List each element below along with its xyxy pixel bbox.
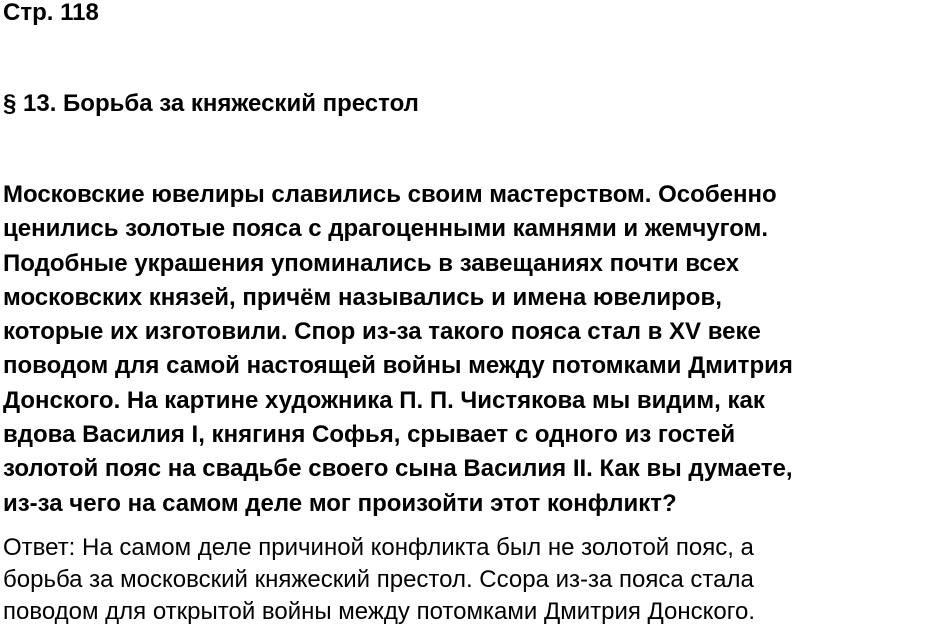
question-line: вдова Василия I, княгиня Софья, срывает с одного из гостей	[3, 421, 736, 449]
question-line: золотой пояс на свадьбе своего сына Василия II. Как вы думаете,	[3, 455, 793, 483]
answer-line: Ответ: На самом деле причиной конфликта был не золотой пояс, а	[3, 534, 754, 561]
question-line: Донского. На картине художника П. П. Чистякова мы видим, как	[3, 386, 765, 414]
question-line: которые их изготовили. Спор из-за такого пояса стал в XV веке	[3, 318, 761, 346]
question-line: поводом для самой настоящей войны между потомками Дмитрия	[3, 352, 793, 380]
question-paragraph	[3, 178, 935, 521]
question-line: ценились золотые пояса с драгоценными камнями и жемчугом.	[3, 215, 769, 243]
question-line: из-за чего на самом деле мог произойти этот конфликт?	[3, 489, 677, 517]
page-number: Стр. 118	[3, 0, 99, 26]
question-line: московских князей, причём назывались и имена ювелиров,	[3, 283, 722, 311]
section-title: § 13. Борьба за княжеский престол	[3, 90, 419, 117]
question-line: Подобные украшения упоминались в завещаниях почти всех	[3, 249, 740, 277]
question-line: Московские ювелиры славились своим мастерством. Особенно	[3, 181, 777, 208]
answer-paragraph	[3, 532, 935, 628]
answer-line: борьба за московский княжеский престол. Ссора из-за пояса стала	[3, 566, 754, 593]
answer-line: поводом для открытой войны между потомками Дмитрия Донского.	[3, 598, 755, 625]
